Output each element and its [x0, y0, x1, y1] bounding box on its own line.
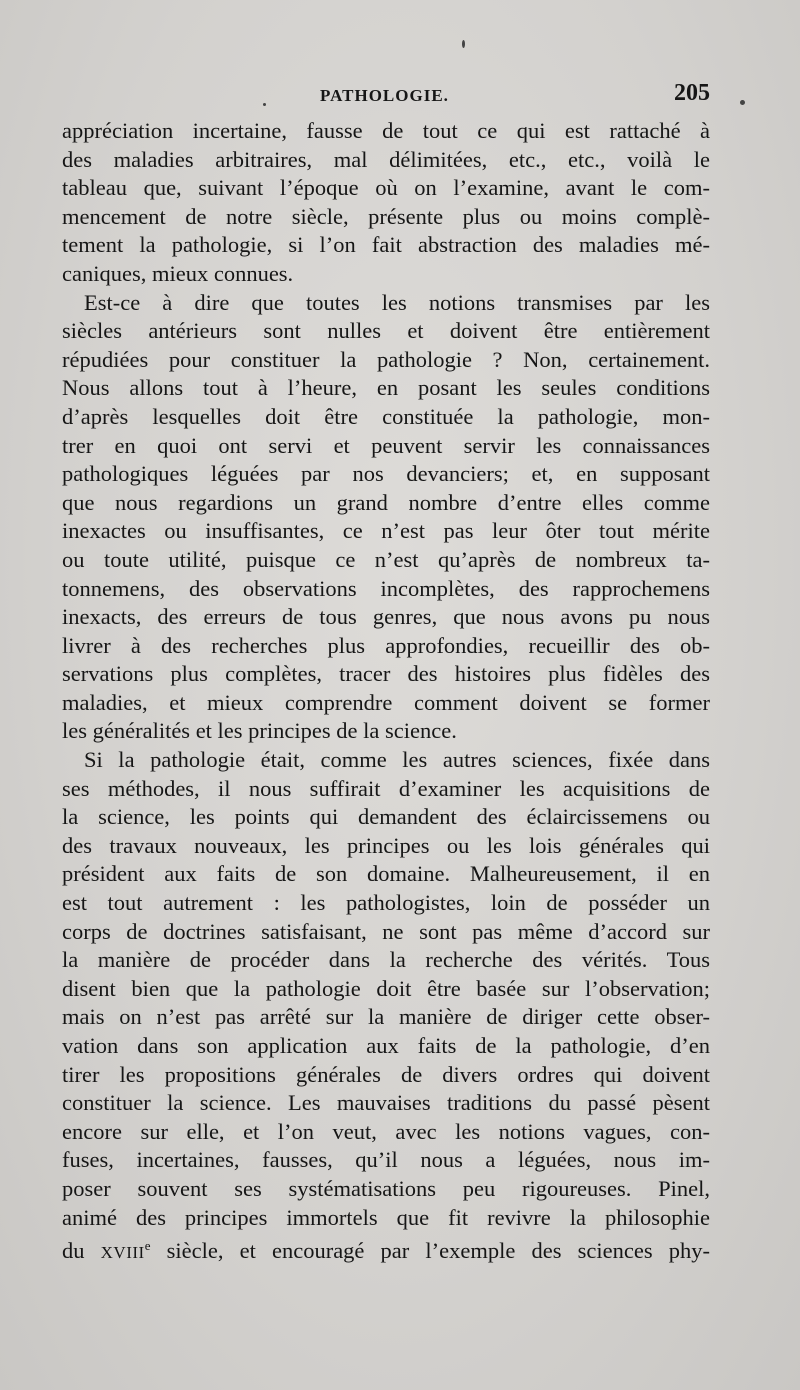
text-line: tonnemens, des observations incomplètes, des rapprochemens	[62, 575, 710, 601]
text-line: d’après lesquelles doit être constituée la pathologie, mon-	[62, 403, 710, 429]
text-line: vation dans son application aux faits de la pathologie, d’en	[62, 1033, 710, 1058]
print-speck	[462, 40, 465, 48]
text-line: appréciation incertaine, fausse de tout ce qui est rattaché à	[62, 118, 710, 143]
text-fragment: siècle, et encouragé par l’exemple des sciences phy-	[150, 1238, 710, 1264]
text-fragment: du	[62, 1238, 101, 1264]
century-numeral: XVIII	[100, 1243, 145, 1263]
running-title: PATHOLOGIE.	[320, 86, 449, 105]
text-line: est tout autrement : les pathologistes, loin de posséder un	[62, 890, 710, 916]
text-line: pathologiques léguées par nos devanciers; et, en supposant	[62, 461, 710, 487]
text-line: tableau que, suivant l’époque où on l’examine, avant le com-	[62, 175, 710, 201]
print-speck	[740, 100, 745, 105]
text-line: Est-ce à dire que toutes les notions transmises par les	[84, 289, 710, 315]
text-line: la science, les points qui demandent des éclaircissemens ou	[62, 804, 710, 830]
text-line: trer en quoi ont servi et peuvent servir les connaissances	[62, 432, 710, 458]
text-line: Si la pathologie était, comme les autres sciences, fixée dans	[84, 747, 710, 773]
text-line: les généralités et les principes de la science.	[62, 718, 457, 744]
body-text	[62, 117, 710, 1264]
text-line: siècles antérieurs sont nulles et doivent être entièrement	[62, 318, 710, 344]
text-line: encore sur elle, et l’on veut, avec les notions vagues, con-	[62, 1118, 710, 1144]
text-line: Nous allons tout à l’heure, en posant les seules conditions	[62, 375, 710, 401]
text-line: ses méthodes, il nous suffirait d’examiner les acquisitions de	[62, 775, 710, 801]
text-line: poser souvent ses systématisations peu rigoureuses. Pinel,	[62, 1175, 710, 1201]
text-line: répudiées pour constituer la pathologie ? Non, certainement.	[62, 346, 710, 372]
text-line: président aux faits de son domaine. Malheureusement, il en	[62, 861, 710, 887]
text-line: ou toute utilité, puisque ce n’est qu’après de nombreux ta-	[62, 546, 710, 572]
text-line: des travaux nouveaux, les principes ou les lois générales qui	[62, 832, 710, 858]
century-superscript: e	[144, 1238, 151, 1254]
page-header	[62, 80, 710, 116]
text-line: mencement de notre siècle, présente plus ou moins complè-	[62, 203, 710, 229]
text-line: constituer la science. Les mauvaises traditions du passé pèsent	[62, 1090, 710, 1116]
page-number: 205	[674, 80, 710, 106]
text-line: disent bien que la pathologie doit être basée sur l’observation;	[62, 975, 710, 1001]
text-line: que nous regardions un grand nombre d’entre elles comme	[62, 489, 710, 515]
text-line: fuses, incertaines, fausses, qu’il nous a léguées, nous im-	[62, 1147, 710, 1173]
text-line: livrer à des recherches plus approfondies, recueillir des ob-	[62, 632, 710, 658]
text-line: tirer les propositions générales de divers ordres qui doivent	[62, 1061, 710, 1087]
text-line: maladies, et mieux comprendre comment doivent se former	[62, 689, 710, 715]
text-line: des maladies arbitraires, mal délimitées, etc., etc., voilà le	[62, 146, 710, 172]
text-line: tement la pathologie, si l’on fait abstraction des maladies mé-	[62, 232, 710, 258]
text-line: animé des principes immortels que fit revivre la philosophie	[62, 1204, 710, 1230]
text-line: inexactes ou insuffisantes, ce n’est pas leur ôter tout mérite	[62, 518, 710, 544]
text-line-final	[62, 1232, 710, 1264]
text-line: servations plus complètes, tracer des histoires plus fidèles des	[62, 661, 710, 687]
text-line: la manière de procéder dans la recherche des vérités. Tous	[62, 947, 710, 973]
text-line: inexacts, des erreurs de tous genres, que nous avons pu nous	[62, 604, 710, 630]
text-line: caniques, mieux connues.	[62, 260, 294, 286]
text-line: mais on n’est pas arrêté sur la manière de diriger cette obser-	[62, 1004, 710, 1030]
text-line: corps de doctrines satisfaisant, ne sont pas même d’accord sur	[62, 918, 710, 944]
